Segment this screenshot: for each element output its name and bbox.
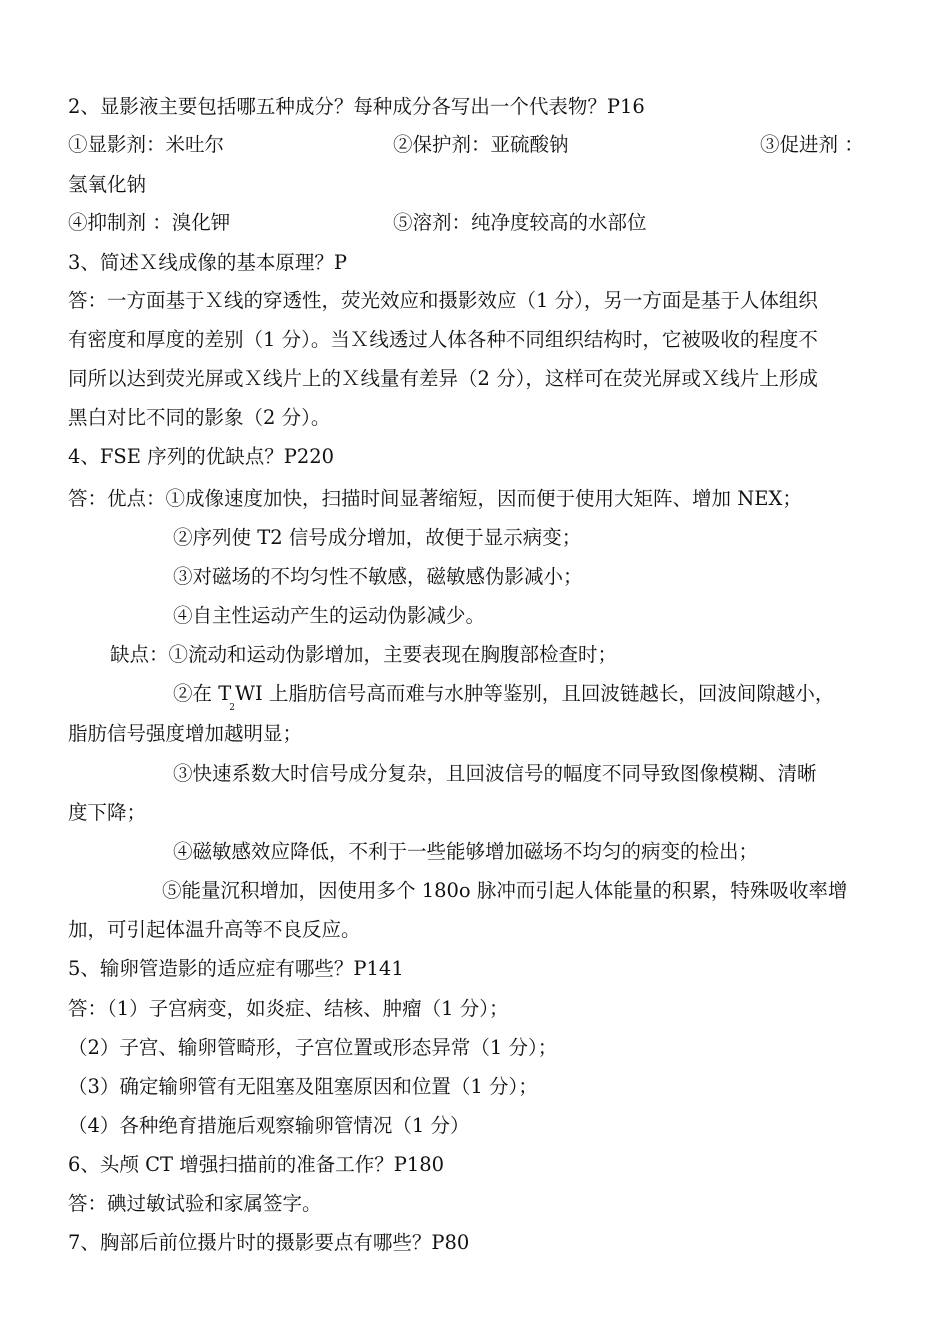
q4-advantage-2: ②序列使 T2 信号成分增加，故便于显示病变； bbox=[173, 526, 582, 549]
q4-disadvantage-2 bbox=[173, 684, 834, 713]
q2-item-4: ④抑制剂 ：溴化钾 bbox=[68, 211, 231, 234]
question-6-title: 6、头颅 CT 增强扫描前的准备工作？P180 bbox=[68, 1153, 445, 1176]
q3-answer-line-1: 答：一方面基于Ｘ线的穿透性，荧光效应和摄影效应（1 分），另一方面是基于人体组织 bbox=[68, 289, 818, 312]
q4-disadvantage-4: ④磁敏感效应降低，不利于一些能够增加磁场不均匀的病变的检出； bbox=[173, 840, 759, 863]
q3-answer-line-4: 黑白对比不同的影象（2 分）。 bbox=[68, 406, 331, 429]
q4-disadvantage-3-cont: 度下降； bbox=[68, 801, 147, 824]
q4-advantage-4: ④自主性运动产生的运动伪影减少。 bbox=[173, 604, 486, 627]
q4-dis2-text: WI 上脂肪信号高而难与水肿等鉴别，且回波链越长，回波间隙越小， bbox=[234, 682, 835, 705]
q3-answer-line-2: 有密度和厚度的差别（1 分）。当Ｘ线透过人体各种不同组织结构时，它被吸收的程度不 bbox=[68, 328, 818, 351]
q4-advantage-3: ③对磁场的不均匀性不敏感，磁敏感伪影减小； bbox=[173, 565, 583, 588]
q4-disadvantage-2-cont: 脂肪信号强度增加越明显； bbox=[68, 722, 303, 745]
question-5-title: 5、输卵管造影的适应症有哪些？P141 bbox=[68, 957, 404, 980]
q4-disadvantage-5-cont: 加，可引起体温升高等不良反应。 bbox=[68, 918, 361, 941]
question-3-title: 3、简述Ｘ线成像的基本原理？P bbox=[68, 251, 348, 274]
q2-item-3-value: 氢氧化钠 bbox=[68, 173, 147, 196]
q6-answer: 答：碘过敏试验和家属签字。 bbox=[68, 1192, 322, 1215]
q4-dis2-prefix: ②在 T bbox=[173, 682, 232, 705]
q5-answer-4: （4）各种绝育措施后观察输卵管情况（1 分） bbox=[68, 1114, 470, 1137]
q4-dis2-subscript: 2 bbox=[229, 703, 235, 713]
question-2-title: 2、显影液主要包括哪五种成分？每种成分各写出一个代表物？P16 bbox=[68, 95, 645, 118]
q4-disadvantage-3: ③快速系数大时信号成分复杂，且回波信号的幅度不同导致图像模糊、清晰 bbox=[173, 762, 817, 785]
q5-answer-3: （3）确定输卵管有无阻塞及阻塞原因和位置（1 分）； bbox=[68, 1075, 538, 1098]
question-7-title: 7、胸部后前位摄片时的摄影要点有哪些？P80 bbox=[68, 1231, 470, 1254]
q5-answer-2: （2）子宫、输卵管畸形，子宫位置或形态异常（1 分）； bbox=[68, 1036, 558, 1059]
q4-disadvantage-1: 缺点：①流动和运动伪影增加，主要表现在胸腹部检查时； bbox=[110, 643, 618, 666]
question-4-title: 4、FSE 序列的优缺点？P220 bbox=[68, 445, 335, 468]
q2-item-1: ①显影剂：米吐尔 bbox=[68, 133, 225, 156]
q2-item-3-label: ③促进剂 ： bbox=[760, 133, 864, 156]
q3-answer-line-3: 同所以达到荧光屏或Ｘ线片上的Ｘ线量有差异（2 分），这样可在荧光屏或Ｘ线片上形成 bbox=[68, 367, 818, 390]
q5-answer-1: 答：（1）子宫病变，如炎症、结核、肿瘤（1 分）； bbox=[68, 997, 509, 1020]
q4-advantage-1: 答：优点：①成像速度加快，扫描时间显著缩短，因而便于使用大矩阵、增加 NEX； bbox=[68, 487, 802, 510]
q2-item-5: ⑤溶剂：纯净度较高的水部位 bbox=[393, 211, 647, 234]
q4-disadvantage-5: ⑤能量沉积增加，因使用多个 180o 脉冲而引起人体能量的积累，特殊吸收率增 bbox=[162, 879, 848, 902]
q2-item-2: ②保护剂：亚硫酸钠 bbox=[393, 133, 569, 156]
